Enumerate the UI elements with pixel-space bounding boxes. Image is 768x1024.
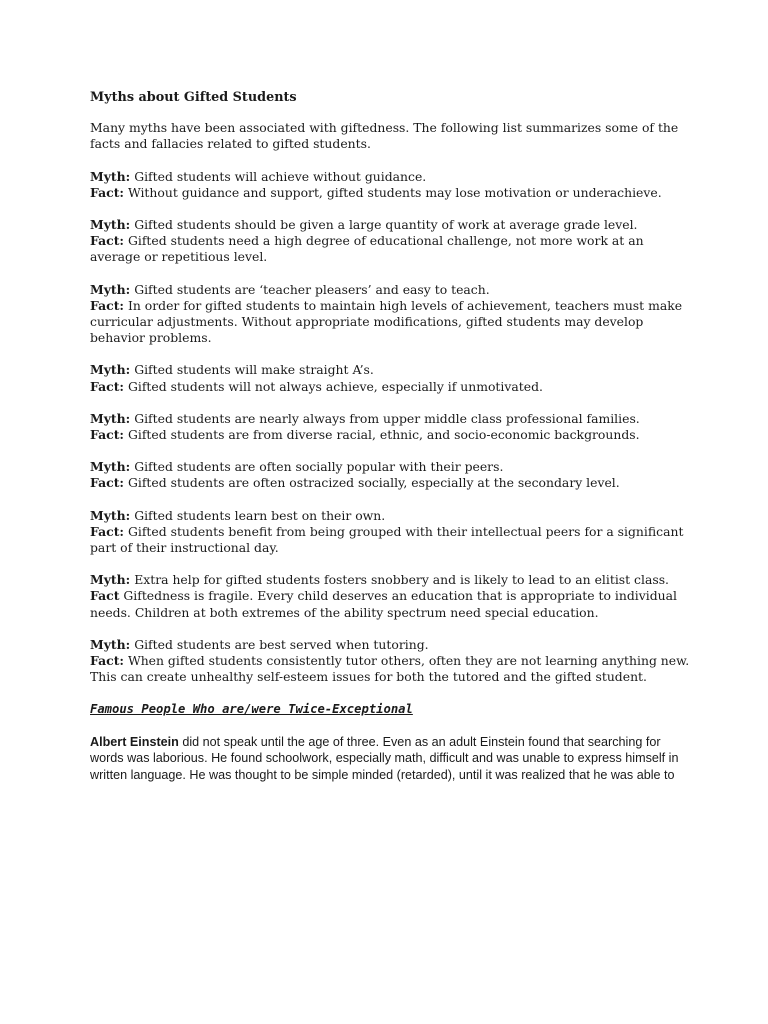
- myth-label: Myth:: [90, 410, 131, 426]
- fact-text: Gifted students will not always achieve, especially if unmotivated.: [127, 378, 543, 394]
- fact-line: [90, 475, 690, 491]
- bio-name: Albert Einstein: [90, 734, 179, 749]
- intro-paragraph: Many myths have been associated with giftedness. The following list summarizes some of the facts and fallacies related to gifted students.: [90, 120, 679, 152]
- fact-label: Fact:: [90, 184, 124, 200]
- myth-label: Myth:: [90, 636, 131, 652]
- myth-label: Myth:: [90, 507, 131, 523]
- fact-text: In order for gifted students to maintain high levels of achievement, teachers must make curricular adjustments. Without appropriate modifications, gifted students may develop behavior problems.: [90, 297, 683, 346]
- myth-fact-pair: [90, 411, 690, 443]
- myth-text: Gifted students will achieve without guidance.: [134, 168, 427, 184]
- myth-fact-pair: [90, 169, 690, 201]
- myth-line: [90, 362, 690, 378]
- fact-label: Fact:: [90, 233, 124, 249]
- myth-text: Gifted students should be given a large quantity of work at average grade level.: [134, 217, 638, 233]
- myth-fact-pair: [90, 362, 690, 394]
- fact-label: Fact:: [90, 653, 124, 669]
- fact-text: Giftedness is fragile. Every child deserves an education that is appropriate to individual needs. Children at both extremes of the ability spectrum need special education.: [90, 588, 677, 620]
- myth-text: Gifted students learn best on their own.: [134, 507, 386, 523]
- fact-label: Fact:: [90, 297, 124, 313]
- fact-line: [90, 233, 690, 265]
- myth-fact-pair: [90, 282, 690, 347]
- fact-line: [90, 524, 690, 556]
- fact-line: [90, 653, 690, 685]
- fact-label: Fact:: [90, 523, 124, 539]
- fact-line: [90, 588, 690, 620]
- myth-label: Myth:: [90, 217, 131, 233]
- bio-text: did not speak until the age of three. Even as an adult Einstein found that searching for words was laborious. He found schoolwork, especially math, difficult and was unable to express himself in written language. He was thought to be simple minded (retarded), until it was realized that he was able to: [90, 734, 679, 782]
- bio-paragraph: [90, 734, 680, 784]
- fact-text: Gifted students benefit from being grouped with their intellectual peers for a significant part of their instructional day.: [90, 523, 684, 556]
- fact-label: Fact: [90, 588, 120, 604]
- fact-text: Gifted students need a high degree of educational challenge, not more work at an average or repetitious level.: [90, 233, 644, 265]
- myth-label: Myth:: [90, 362, 131, 378]
- myth-line: [90, 411, 690, 427]
- myth-line: [90, 508, 690, 524]
- document-body: [90, 90, 690, 783]
- fact-line: [90, 379, 690, 395]
- fact-line: [90, 185, 690, 201]
- myth-label: Myth:: [90, 572, 131, 588]
- fact-label: Fact:: [90, 427, 124, 443]
- myth-text: Gifted students are often socially popular with their peers.: [134, 459, 504, 475]
- fact-label: Fact:: [90, 475, 124, 491]
- myth-text: Gifted students are nearly always from upper middle class professional families.: [134, 410, 640, 426]
- myth-label: Myth:: [90, 168, 131, 184]
- fact-label: Fact:: [90, 378, 124, 394]
- myth-text: Gifted students are ‘teacher pleasers’ and easy to teach.: [134, 281, 490, 297]
- myth-label: Myth:: [90, 459, 131, 475]
- myth-fact-pair: [90, 572, 690, 621]
- myth-fact-pair: [90, 459, 690, 491]
- fact-text: When gifted students consistently tutor others, often they are not learning anything new. This can create unhealthy self-esteem issues for both the tutored and the gifted student.: [90, 653, 690, 685]
- section-heading-twice-exceptional: Famous People Who are/were Twice-Exceptional: [90, 702, 413, 717]
- myth-label: Myth:: [90, 281, 131, 297]
- fact-line: [90, 298, 690, 347]
- fact-text: Without guidance and support, gifted students may lose motivation or underachieve.: [127, 184, 662, 200]
- page-title: Myths about Gifted Students: [90, 90, 297, 105]
- myth-line: [90, 459, 690, 475]
- fact-text: Gifted students are often ostracized socially, especially at the secondary level.: [127, 475, 620, 491]
- myth-fact-pair: [90, 508, 690, 557]
- fact-text: Gifted students are from diverse racial, ethnic, and socio-economic backgrounds.: [127, 427, 640, 443]
- fact-line: [90, 427, 690, 443]
- myth-text: Gifted students will make straight A’s.: [134, 362, 374, 378]
- myth-line: [90, 217, 690, 233]
- myth-line: [90, 169, 690, 185]
- myth-text: Gifted students are best served when tutoring.: [134, 636, 429, 652]
- myth-line: [90, 282, 690, 298]
- myth-fact-pair: [90, 637, 690, 686]
- myth-line: [90, 637, 690, 653]
- myth-fact-pair: [90, 217, 690, 266]
- myth-line: [90, 572, 690, 588]
- myth-text: Extra help for gifted students fosters snobbery and is likely to lead to an elitist class.: [134, 572, 669, 588]
